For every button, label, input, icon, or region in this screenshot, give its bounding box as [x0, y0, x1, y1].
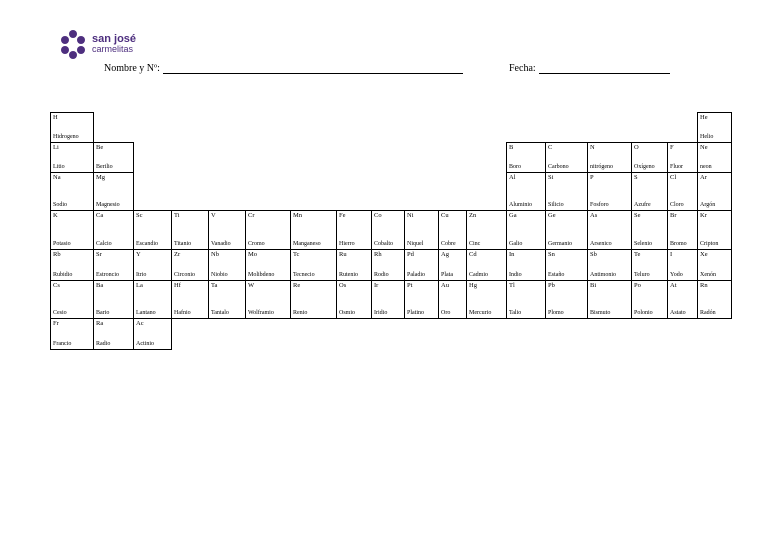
element-cell — [466, 210, 507, 250]
element-name: Plata — [441, 272, 453, 278]
element-cell — [545, 280, 588, 319]
element-name: Boro — [509, 164, 521, 170]
element-name: Cripton — [700, 241, 719, 247]
element-cell — [631, 142, 668, 173]
element-name: nitrógeno — [590, 164, 613, 170]
element-symbol: H — [53, 114, 58, 121]
element-symbol: Ag — [441, 251, 449, 258]
element-symbol: Be — [96, 144, 104, 151]
element-cell — [545, 210, 588, 250]
element-symbol: Fr — [53, 320, 59, 327]
element-name: Cloro — [670, 202, 684, 208]
element-name: Manganeso — [293, 241, 321, 247]
element-symbol: Ga — [509, 212, 517, 219]
element-cell — [438, 280, 467, 319]
element-symbol: In — [509, 251, 515, 258]
element-symbol: Pd — [407, 251, 414, 258]
element-symbol: Ni — [407, 212, 414, 219]
element-symbol: Mn — [293, 212, 303, 219]
element-name: Sodio — [53, 202, 68, 208]
element-name: Cobre — [441, 241, 456, 247]
element-cell — [506, 172, 546, 211]
element-name: Yodo — [670, 272, 683, 278]
element-name: Aluminio — [509, 202, 533, 208]
element-cell — [93, 249, 134, 281]
element-name: Hafnio — [174, 310, 191, 316]
element-cell — [50, 112, 94, 143]
element-cell — [93, 142, 134, 173]
element-symbol: Fe — [339, 212, 346, 219]
element-cell — [208, 249, 246, 281]
element-cell — [631, 249, 668, 281]
element-cell — [587, 249, 632, 281]
element-cell — [587, 210, 632, 250]
element-symbol: Ru — [339, 251, 347, 258]
element-symbol: Se — [634, 212, 641, 219]
element-symbol: Cs — [53, 282, 60, 289]
element-name: Cobalto — [374, 241, 393, 247]
element-symbol: Tl — [509, 282, 515, 289]
element-name: Talio — [509, 310, 522, 316]
element-name: Magnesio — [96, 202, 120, 208]
element-cell — [93, 172, 134, 211]
element-cell — [545, 142, 588, 173]
element-symbol: Zr — [174, 251, 181, 258]
element-name: Cesio — [53, 310, 67, 316]
element-name: Germanio — [548, 241, 572, 247]
element-name: Bario — [96, 310, 110, 316]
element-symbol: Ca — [96, 212, 104, 219]
element-name: Selenio — [634, 241, 652, 247]
element-symbol: At — [670, 282, 677, 289]
element-cell — [697, 210, 732, 250]
element-cell — [245, 210, 291, 250]
element-name: Arsenico — [590, 241, 612, 247]
element-symbol: Zn — [469, 212, 477, 219]
element-cell — [438, 249, 467, 281]
element-cell — [50, 280, 94, 319]
element-cell — [631, 172, 668, 211]
element-name: Fosforo — [590, 202, 609, 208]
element-name: Argón — [700, 202, 716, 208]
element-symbol: Ac — [136, 320, 144, 327]
element-cell — [208, 280, 246, 319]
element-cell — [245, 249, 291, 281]
element-cell — [667, 249, 698, 281]
element-symbol: Ir — [374, 282, 379, 289]
element-symbol: Si — [548, 174, 554, 181]
element-cell — [466, 249, 507, 281]
element-symbol: Br — [670, 212, 677, 219]
element-name: Vanadio — [211, 241, 231, 247]
element-cell — [50, 318, 94, 350]
element-symbol: Xe — [700, 251, 708, 258]
element-cell — [50, 142, 94, 173]
element-symbol: Cd — [469, 251, 477, 258]
element-name: Wolframio — [248, 310, 274, 316]
element-cell — [371, 210, 405, 250]
element-symbol: Ne — [700, 144, 708, 151]
element-name: Francio — [53, 341, 72, 347]
element-cell — [667, 280, 698, 319]
element-symbol: Al — [509, 174, 516, 181]
element-name: Radón — [700, 310, 716, 316]
element-name: Litio — [53, 164, 65, 170]
element-name: Niquel — [407, 241, 424, 247]
element-name: Iridio — [374, 310, 388, 316]
element-name: Azufre — [634, 202, 651, 208]
element-symbol: Re — [293, 282, 301, 289]
element-symbol: Sn — [548, 251, 555, 258]
element-symbol: Sc — [136, 212, 143, 219]
element-cell — [290, 249, 337, 281]
element-cell — [50, 210, 94, 250]
element-symbol: Ar — [700, 174, 707, 181]
element-cell — [631, 280, 668, 319]
element-name: Hierro — [339, 241, 355, 247]
element-cell — [290, 210, 337, 250]
element-symbol: Rb — [53, 251, 61, 258]
element-name: Antimonio — [590, 272, 617, 278]
element-symbol: Ti — [174, 212, 180, 219]
element-symbol: Hf — [174, 282, 181, 289]
element-symbol: Sr — [96, 251, 102, 258]
element-symbol: La — [136, 282, 143, 289]
element-cell — [667, 172, 698, 211]
element-cell — [697, 142, 732, 173]
element-symbol: Li — [53, 144, 59, 151]
element-cell — [133, 280, 172, 319]
element-symbol: C — [548, 144, 553, 151]
element-symbol: S — [634, 174, 638, 181]
element-cell — [336, 280, 372, 319]
element-cell — [587, 172, 632, 211]
element-name: Calcio — [96, 241, 112, 247]
element-symbol: Na — [53, 174, 61, 181]
element-symbol: Mg — [96, 174, 106, 181]
element-cell — [404, 210, 439, 250]
element-name: Hidrogeno — [53, 134, 79, 140]
element-cell — [545, 172, 588, 211]
element-name: Rutenio — [339, 272, 358, 278]
element-name: Mercurio — [469, 310, 492, 316]
element-name: Teluro — [634, 272, 650, 278]
element-symbol: Y — [136, 251, 141, 258]
element-name: Berilio — [96, 164, 113, 170]
element-name: Oxígeno — [634, 164, 655, 170]
logo-line1: san josé — [92, 33, 137, 45]
element-name: Indio — [509, 272, 522, 278]
element-name: Lantano — [136, 310, 156, 316]
element-symbol: Hg — [469, 282, 477, 289]
element-name: Cadmio — [469, 272, 488, 278]
element-name: Renio — [293, 310, 308, 316]
element-symbol: Rh — [374, 251, 382, 258]
element-cell — [404, 280, 439, 319]
element-name: Galio — [509, 241, 523, 247]
element-name: Polonio — [634, 310, 653, 316]
element-name: Bromo — [670, 241, 687, 247]
element-name: Cromo — [248, 241, 265, 247]
element-symbol: Au — [441, 282, 449, 289]
element-symbol: He — [700, 114, 708, 121]
element-name: Helio — [700, 134, 714, 140]
element-cell — [133, 249, 172, 281]
element-cell — [506, 210, 546, 250]
element-cell — [50, 249, 94, 281]
element-name: Rodio — [374, 272, 389, 278]
element-name: Titanio — [174, 241, 192, 247]
element-cell — [336, 210, 372, 250]
element-cell — [697, 112, 732, 143]
element-name: Potasio — [53, 241, 71, 247]
element-cell — [697, 280, 732, 319]
element-symbol: Os — [339, 282, 347, 289]
element-name: Oro — [441, 310, 451, 316]
element-cell — [697, 249, 732, 281]
element-name: Actinio — [136, 341, 154, 347]
element-name: Radio — [96, 341, 111, 347]
element-symbol: I — [670, 251, 673, 258]
element-cell — [93, 318, 134, 350]
element-name: Escandio — [136, 241, 158, 247]
element-cell — [133, 318, 172, 350]
element-symbol: F — [670, 144, 674, 151]
element-cell — [545, 249, 588, 281]
element-name: neon — [700, 164, 712, 170]
element-cell — [697, 172, 732, 211]
element-name: Estaño — [548, 272, 565, 278]
date-label: Fecha: — [509, 63, 536, 74]
element-symbol: V — [211, 212, 216, 219]
element-symbol: W — [248, 282, 255, 289]
element-name: Molibdeno — [248, 272, 275, 278]
element-symbol: P — [590, 174, 594, 181]
element-symbol: Te — [634, 251, 641, 258]
element-cell — [50, 172, 94, 211]
element-name: Tantalo — [211, 310, 229, 316]
element-cell — [587, 280, 632, 319]
element-cell — [93, 280, 134, 319]
element-cell — [171, 280, 209, 319]
element-symbol: B — [509, 144, 514, 151]
element-symbol: Cu — [441, 212, 449, 219]
element-symbol: K — [53, 212, 58, 219]
element-name: Rubidio — [53, 272, 73, 278]
element-symbol: Bi — [590, 282, 597, 289]
element-name: Circonio — [174, 272, 195, 278]
element-symbol: Nb — [211, 251, 219, 258]
element-cell — [171, 210, 209, 250]
element-cell — [587, 142, 632, 173]
element-name: Carbono — [548, 164, 569, 170]
element-symbol: N — [590, 144, 595, 151]
element-symbol: Kr — [700, 212, 707, 219]
element-cell — [245, 280, 291, 319]
element-cell — [208, 210, 246, 250]
element-symbol: Ta — [211, 282, 218, 289]
element-symbol: Pb — [548, 282, 555, 289]
element-name: Paladio — [407, 272, 425, 278]
element-name: Cinc — [469, 241, 481, 247]
element-symbol: Co — [374, 212, 382, 219]
element-symbol: Ra — [96, 320, 104, 327]
element-name: Osmio — [339, 310, 356, 316]
element-cell — [290, 280, 337, 319]
element-cell — [506, 249, 546, 281]
element-cell — [336, 249, 372, 281]
element-name: Itrio — [136, 272, 147, 278]
element-symbol: As — [590, 212, 598, 219]
element-name: Xenón — [700, 272, 716, 278]
element-name: Plomo — [548, 310, 564, 316]
element-symbol: Ba — [96, 282, 104, 289]
element-cell — [171, 249, 209, 281]
element-name: Tecnecio — [293, 272, 315, 278]
element-symbol: Pt — [407, 282, 413, 289]
element-cell — [667, 210, 698, 250]
element-name: Fluor — [670, 164, 684, 170]
element-name: Niobio — [211, 272, 228, 278]
element-cell — [667, 142, 698, 173]
element-symbol: Sb — [590, 251, 597, 258]
element-cell — [506, 142, 546, 173]
element-name: Astato — [670, 310, 686, 316]
element-symbol: Cl — [670, 174, 677, 181]
element-symbol: Ge — [548, 212, 556, 219]
element-symbol: O — [634, 144, 639, 151]
element-name: Silicio — [548, 202, 564, 208]
element-cell — [93, 210, 134, 250]
element-cell — [371, 249, 405, 281]
element-symbol: Tc — [293, 251, 300, 258]
name-label: Nombre y Nº: — [104, 63, 160, 74]
element-cell — [438, 210, 467, 250]
element-name: Platino — [407, 310, 425, 316]
element-symbol: Mo — [248, 251, 258, 258]
element-cell — [133, 210, 172, 250]
element-cell — [631, 210, 668, 250]
element-symbol: Rn — [700, 282, 708, 289]
element-name: Estroncio — [96, 272, 119, 278]
element-name: Bismuto — [590, 310, 611, 316]
logo-line2: carmelitas — [92, 44, 134, 54]
element-cell — [506, 280, 546, 319]
element-cell — [404, 249, 439, 281]
element-symbol: Po — [634, 282, 641, 289]
element-symbol: Cr — [248, 212, 255, 219]
element-cell — [371, 280, 405, 319]
element-cell — [466, 280, 507, 319]
